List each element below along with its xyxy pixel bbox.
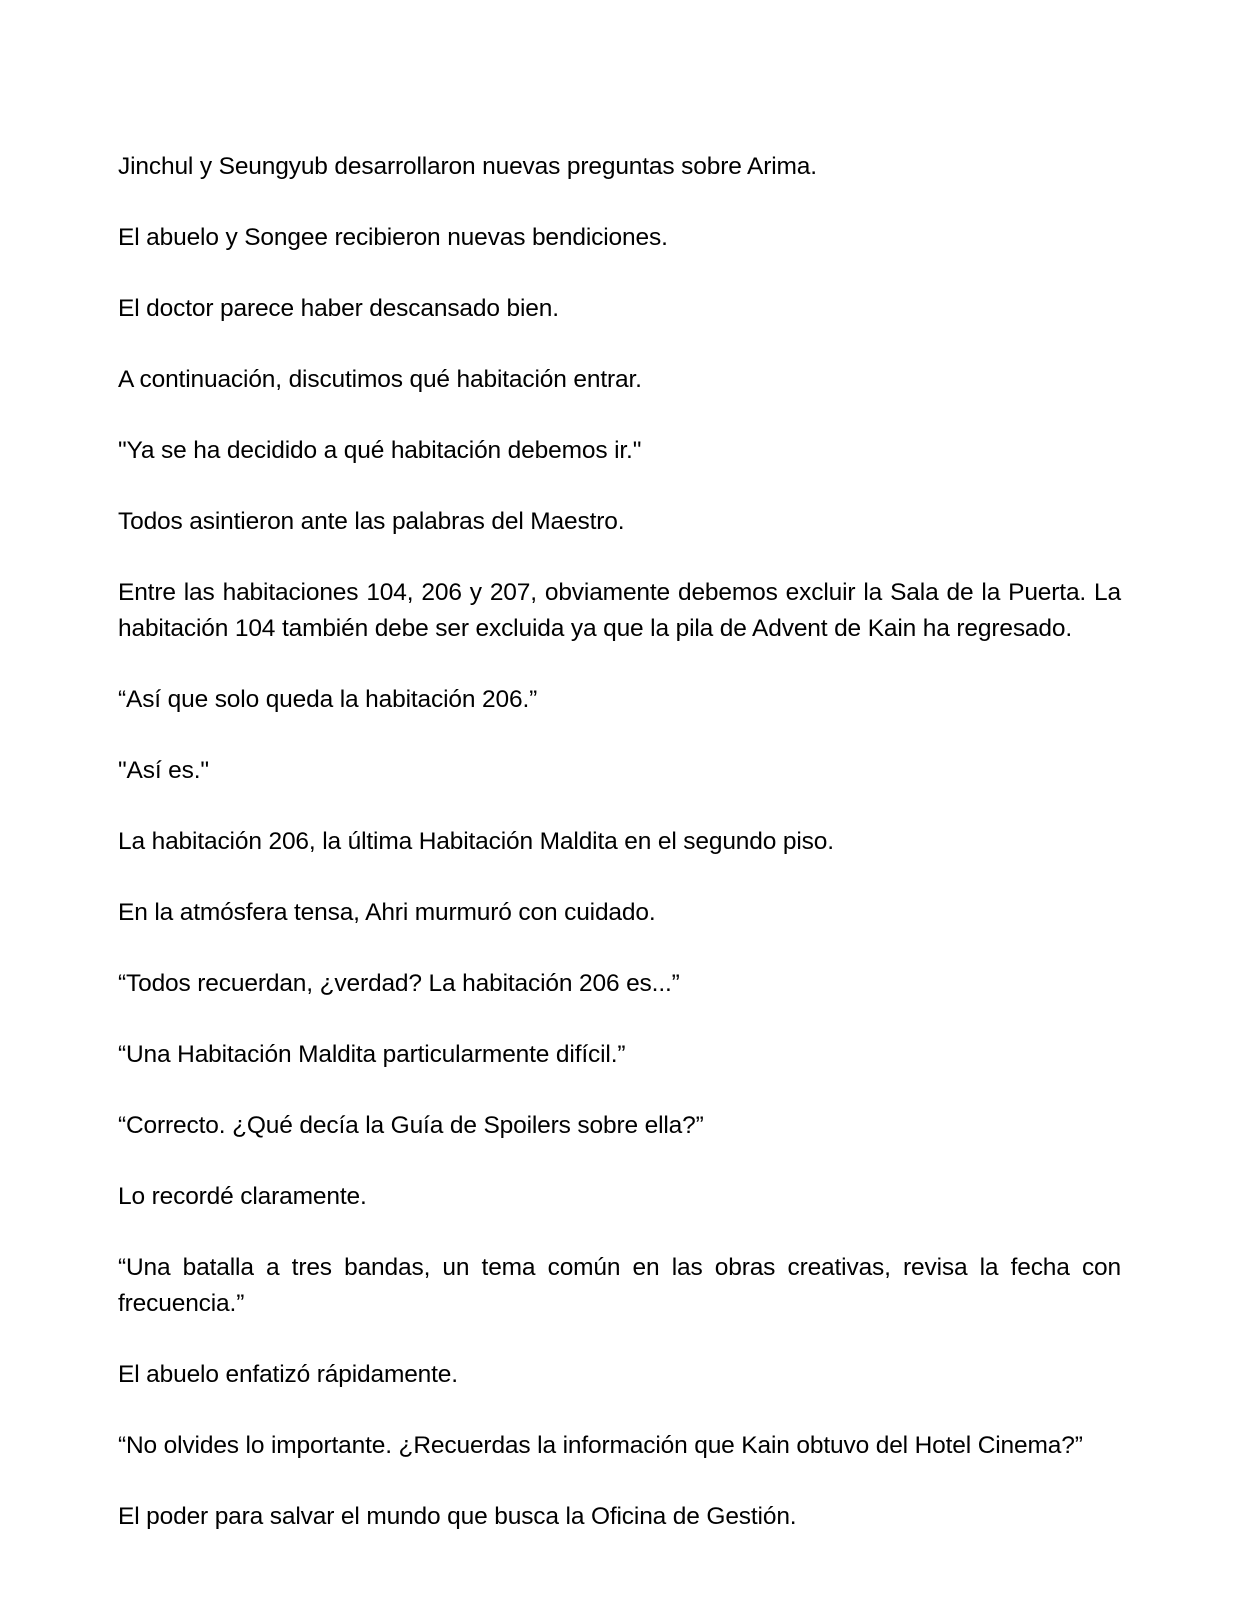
- paragraph-10: La habitación 206, la última Habitación Maldita en el segundo piso.: [118, 828, 834, 855]
- paragraph-12: “Todos recuerdan, ¿verdad? La habitación 206 es...”: [118, 970, 680, 997]
- paragraph-5: "Ya se ha decidido a qué habitación debemos ir.": [118, 437, 642, 464]
- paragraph-8: “Así que solo queda la habitación 206.”: [118, 686, 538, 713]
- paragraph-3: El doctor parece haber descansado bien.: [118, 295, 559, 322]
- paragraph-7: Entre las habitaciones 104, 206 y 207, obviamente debemos excluir la Sala de la Puerta. La habitación 104 también debe ser excluida ya que la pila de Advent de Kain ha regresado.: [118, 579, 1121, 642]
- paragraph-11: En la atmósfera tensa, Ahri murmuró con cuidado.: [118, 899, 656, 926]
- paragraph-6: Todos asintieron ante las palabras del Maestro.: [118, 508, 625, 535]
- paragraph-15: Lo recordé claramente.: [118, 1183, 367, 1210]
- paragraph-4: A continuación, discutimos qué habitación entrar.: [118, 366, 642, 393]
- paragraph-17: El abuelo enfatizó rápidamente.: [118, 1361, 458, 1388]
- paragraph-2: El abuelo y Songee recibieron nuevas bendiciones.: [118, 224, 668, 251]
- paragraph-16: “Una batalla a tres bandas, un tema común en las obras creativas, revisa la fecha con frecuencia.”: [118, 1254, 1121, 1317]
- paragraph-13: “Una Habitación Maldita particularmente difícil.”: [118, 1041, 626, 1068]
- paragraph-18: “No olvides lo importante. ¿Recuerdas la información que Kain obtuvo del Hotel Cinema?”: [118, 1432, 1083, 1459]
- paragraph-14: “Correcto. ¿Qué decía la Guía de Spoilers sobre ella?”: [118, 1112, 704, 1139]
- paragraph-1: Jinchul y Seungyub desarrollaron nuevas preguntas sobre Arima.: [118, 153, 817, 180]
- paragraph-9: "Así es.": [118, 757, 209, 784]
- paragraph-19: El poder para salvar el mundo que busca la Oficina de Gestión.: [118, 1503, 797, 1530]
